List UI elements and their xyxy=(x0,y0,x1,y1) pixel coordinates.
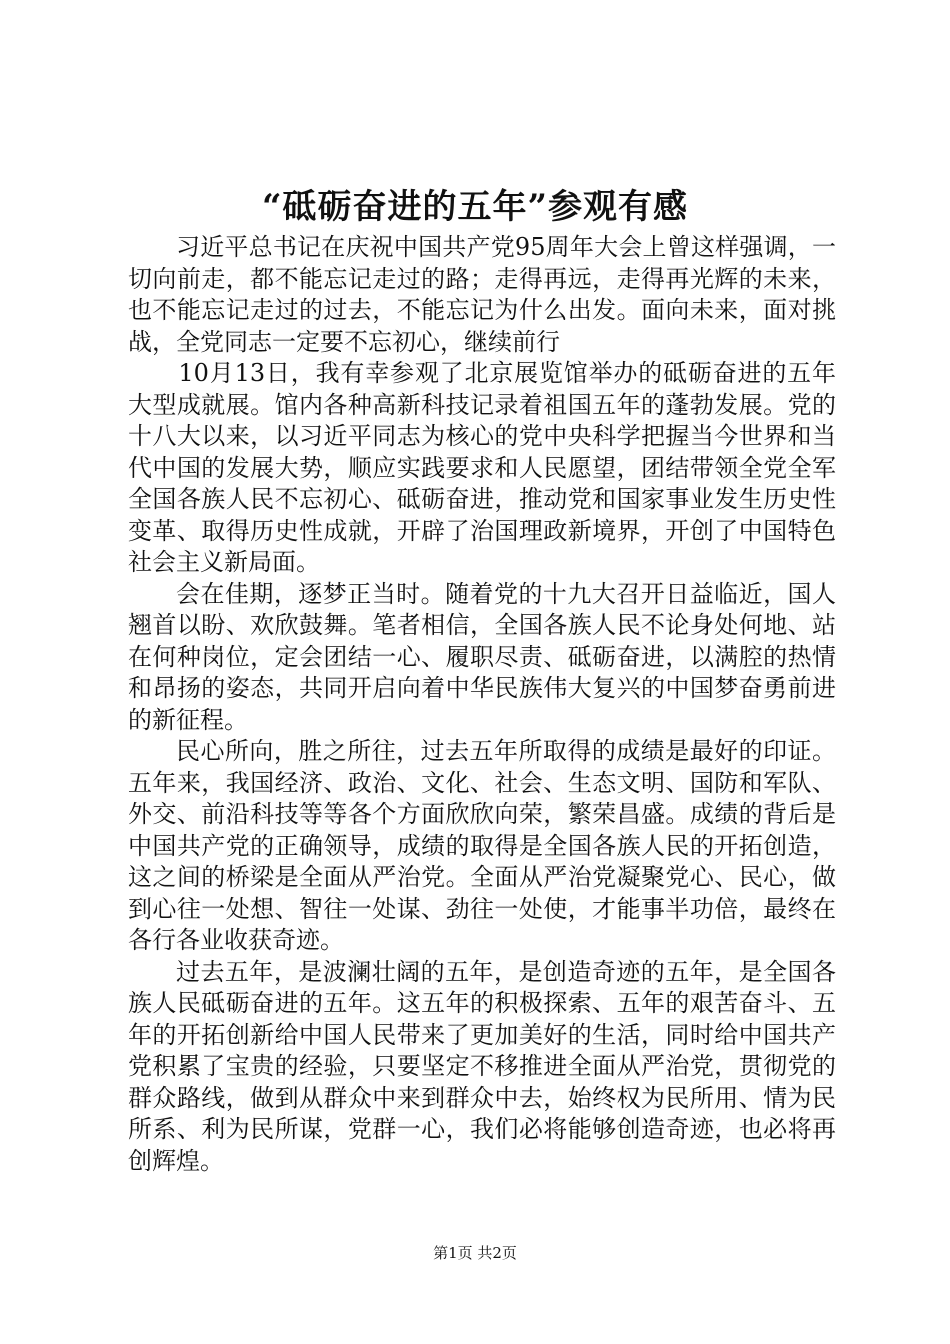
paragraph-1: 习近平总书记在庆祝中国共产党95周年大会上曾这样强调，一切向前走，都不能忘记走过的路；走得再远，走得再光辉的未来，也不能忘记走过的过去，不能忘记为什么出发。面向未来，面对挑战，全党同志一定要不忘初心，继续前行 xyxy=(128,233,836,356)
paragraph-4: 民心所向，胜之所往，过去五年所取得的成绩是最好的印证。五年来，我国经济、政治、文化、社会、生态文明、国防和军队、外交、前沿科技等等各个方面欣欣向荣，繁荣昌盛。成绩的背后是中国共产党的正确领导，成绩的取得是全国各族人民的开拓创造，这之间的桥梁是全面从严治党。全面从严治党凝聚党心、民心，做到心往一处想、智往一处谋、劲往一处使，才能事半功倍，最终在各行各业收获奇迹。 xyxy=(128,737,836,954)
document-title: “砥砺奋进的五年”参观有感 xyxy=(261,187,689,227)
page-number-footer: 第1页 共2页 xyxy=(433,1244,517,1262)
document-body xyxy=(128,232,836,1177)
paragraph-5: 过去五年，是波澜壮阔的五年，是创造奇迹的五年，是全国各族人民砥砺奋进的五年。这五年的积极探索、五年的艰苦奋斗、五年的开拓创新给中国人民带来了更加美好的生活，同时给中国共产党积累了宝贵的经验，只要坚定不移推进全面从严治党，贯彻党的群众路线，做到从群众中来到群众中去，始终权为民所用、情为民所系、利为民所谋，党群一心，我们必将能够创造奇迹，也必将再创辉煌。 xyxy=(128,957,836,1175)
paragraph-3: 会在佳期，逐梦正当时。随着党的十九大召开日益临近，国人翘首以盼、欢欣鼓舞。笔者相信，全国各族人民不论身处何地、站在何种岗位，定会团结一心、履职尽责、砥砺奋进，以满腔的热情和昂扬的姿态，共同开启向着中华民族伟大复兴的中国梦奋勇前进的新征程。 xyxy=(128,579,836,734)
paragraph-2: 10月13日，我有幸参观了北京展览馆举办的砥砺奋进的五年大型成就展。馆内各种高新科技记录着祖国五年的蓬勃发展。党的十八大以来，以习近平同志为核心的党中央科学把握当今世界和当代中国的发展大势，顺应实践要求和人民愿望，团结带领全党全军全国各族人民不忘初心、砥砺奋进，推动党和国家事业发生历史性变革、取得历史性成就，开辟了治国理政新境界，开创了中国特色社会主义新局面。 xyxy=(128,359,836,576)
